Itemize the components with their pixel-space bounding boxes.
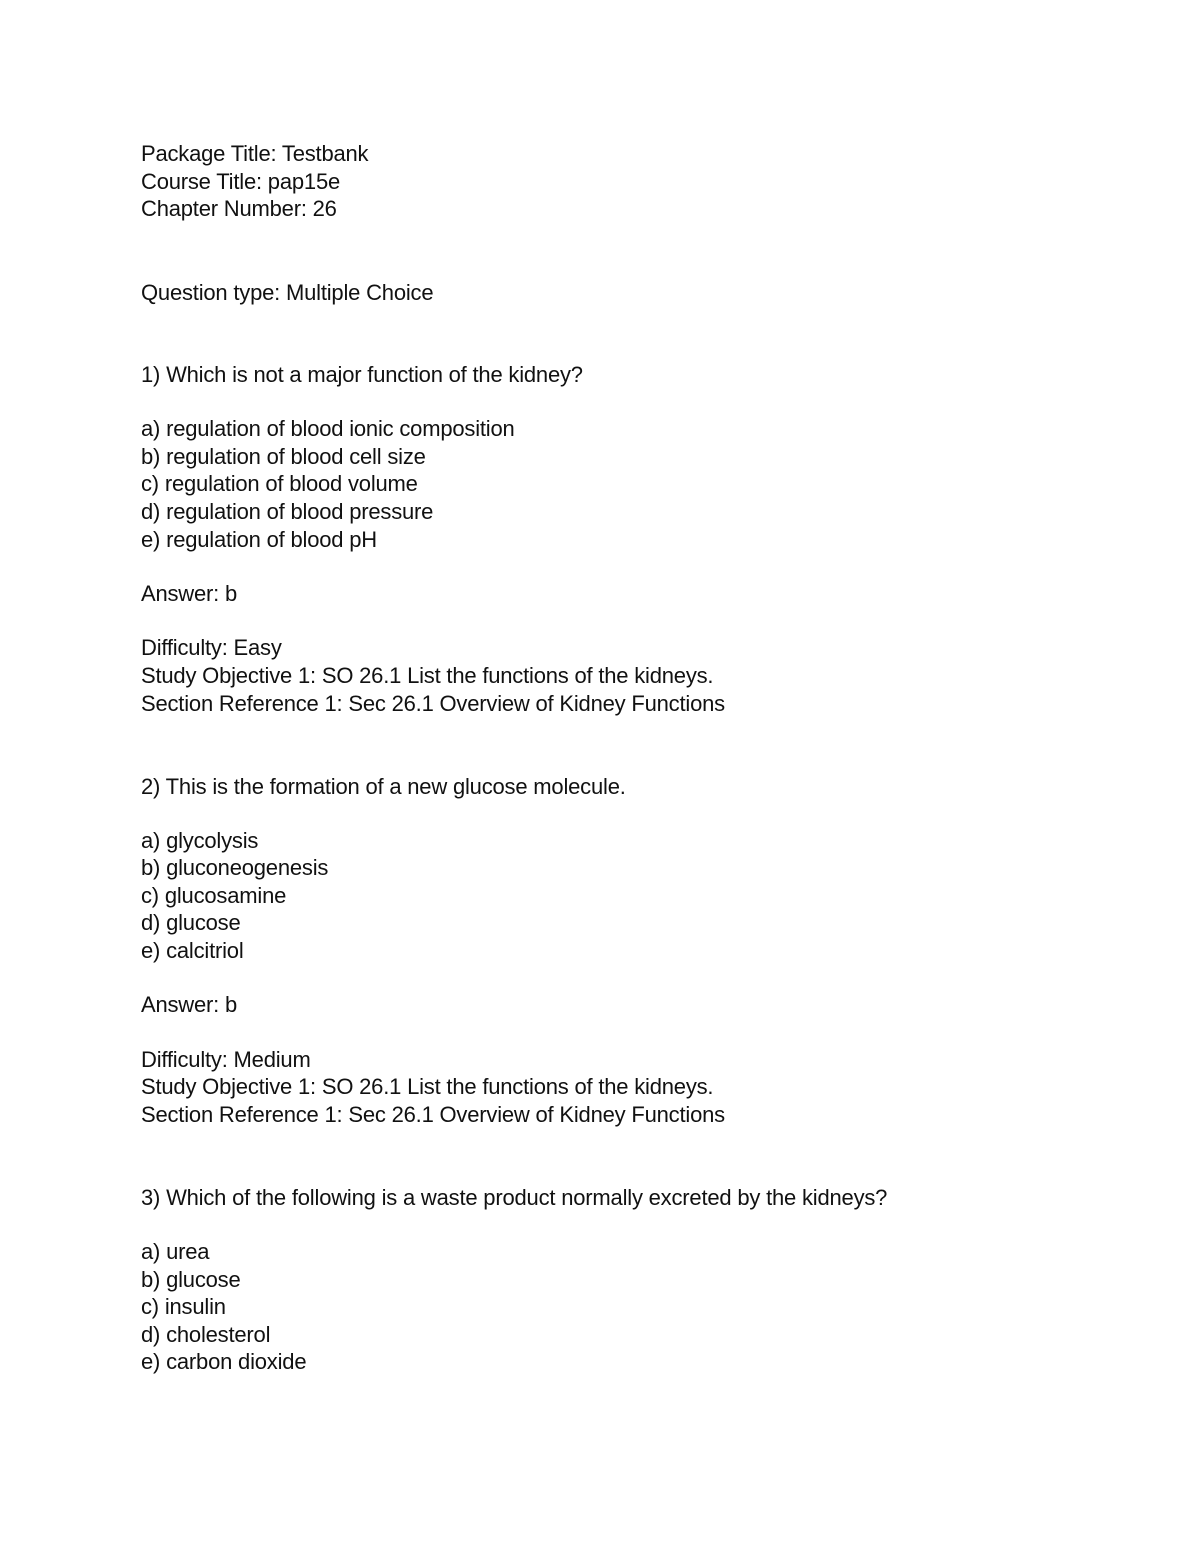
answer-option: c) regulation of blood volume	[141, 471, 418, 496]
question-prompt: 3) Which of the following is a waste product normally excreted by the kidneys?	[141, 1185, 888, 1210]
difficulty: Difficulty: Medium	[141, 1047, 311, 1072]
difficulty: Difficulty: Easy	[141, 635, 282, 660]
chapter-number: Chapter Number: 26	[141, 196, 337, 221]
answer-option: a) urea	[141, 1239, 210, 1264]
section-reference: Section Reference 1: Sec 26.1 Overview of Kidney Functions	[141, 1102, 725, 1127]
answer-option: b) regulation of blood cell size	[141, 444, 426, 469]
answer-option: e) carbon dioxide	[141, 1349, 307, 1374]
answer-option: c) glucosamine	[141, 883, 287, 908]
answer-option: c) insulin	[141, 1294, 226, 1319]
course-title: Course Title: pap15e	[141, 169, 341, 194]
answer-option: e) calcitriol	[141, 938, 244, 963]
question-prompt: 1) Which is not a major function of the kidney?	[141, 362, 583, 387]
answer-option: b) gluconeogenesis	[141, 855, 329, 880]
answer-key: Answer: b	[141, 992, 238, 1017]
answer-option: d) glucose	[141, 910, 241, 935]
answer-option: a) glycolysis	[141, 828, 259, 853]
study-objective: Study Objective 1: SO 26.1 List the functions of the kidneys.	[141, 663, 714, 688]
answer-option: b) glucose	[141, 1267, 241, 1292]
package-title: Package Title: Testbank	[141, 141, 369, 166]
study-objective: Study Objective 1: SO 26.1 List the functions of the kidneys.	[141, 1074, 714, 1099]
answer-option: d) regulation of blood pressure	[141, 499, 434, 524]
question-prompt: 2) This is the formation of a new glucose molecule.	[141, 774, 626, 799]
section-reference: Section Reference 1: Sec 26.1 Overview of Kidney Functions	[141, 691, 725, 716]
answer-option: d) cholesterol	[141, 1322, 271, 1347]
question-type: Question type: Multiple Choice	[141, 280, 434, 305]
answer-option: e) regulation of blood pH	[141, 527, 377, 552]
answer-key: Answer: b	[141, 581, 238, 606]
answer-option: a) regulation of blood ionic composition	[141, 416, 515, 441]
